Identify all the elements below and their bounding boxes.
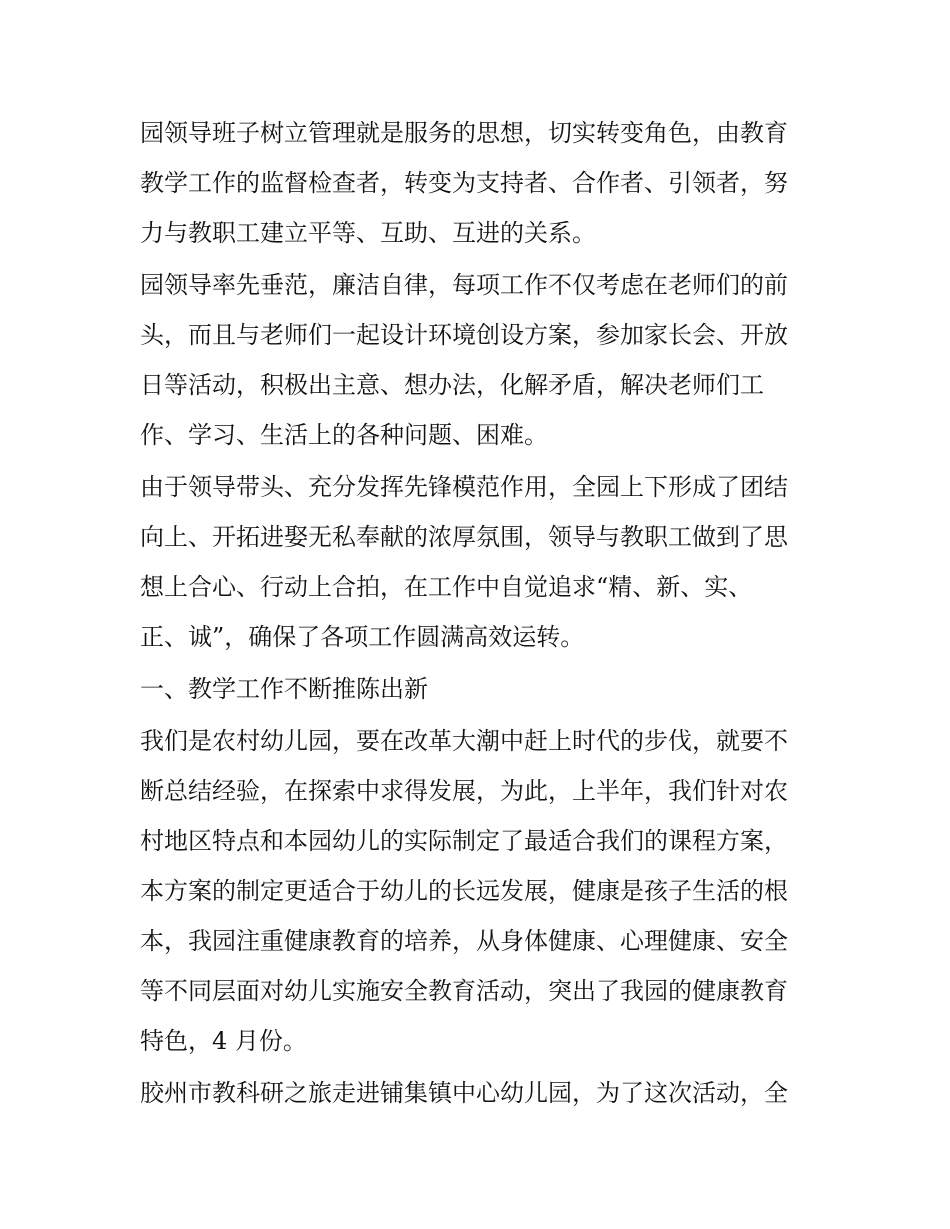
text-line: 本，我园注重健康教育的培养，从身体健康、心理健康、安全	[140, 927, 788, 955]
paragraph	[140, 462, 820, 662]
heading-text: 一、教学工作不断推陈出新	[140, 675, 428, 703]
text-line: 等不同层面对幼儿实施安全教育活动，突出了我园的健康教育	[140, 977, 788, 1005]
text-line: 日等活动，积极出主意、想办法，化解矛盾，解决老师们工	[140, 371, 764, 399]
paragraph	[140, 108, 820, 258]
text-line: 向上、开拓进娶无私奉献的浓厚氛围，领导与教职工做到了思	[140, 523, 788, 551]
text-line: 正、诚”，确保了各项工作圆满高效运转。	[140, 623, 585, 651]
paragraph	[140, 1068, 820, 1118]
text-line: 想上合心、行动上合拍，在工作中自觉追求“精、新、实、	[140, 573, 753, 601]
text-line: 本方案的制定更适合于幼儿的长远发展，健康是孩子生活的根	[140, 877, 788, 905]
paragraph	[140, 260, 820, 460]
text-line: 我们是农村幼儿园，要在改革大潮中赶上时代的步伐，就要不	[140, 727, 788, 755]
text-line: 由于领导带头、充分发挥先锋模范作用，全园上下形成了团结	[140, 473, 788, 501]
text-line: 头，而且与老师们一起设计环境创设方案，参加家长会、开放	[140, 321, 788, 349]
text-line: 胶州市教科研之旅走进铺集镇中心幼儿园，为了这次活动，全	[140, 1079, 788, 1107]
document-body	[140, 108, 820, 1118]
text-line: 园领导班子树立管理就是服务的思想，切实转变角色，由教育	[140, 119, 788, 147]
text-line: 力与教职工建立平等、互助、互进的关系。	[140, 219, 596, 247]
text-line: 教学工作的监督检查者，转变为支持者、合作者、引领者，努	[140, 169, 788, 197]
text-line: 断总结经验，在探索中求得发展，为此，上半年，我们针对农	[140, 777, 788, 805]
text-line: 村地区特点和本园幼儿的实际制定了最适合我们的课程方案，	[140, 827, 788, 855]
text-line: 作、学习、生活上的各种问题、困难。	[140, 421, 548, 449]
text-line: 园领导率先垂范，廉洁自律，每项工作不仅考虑在老师们的前	[140, 271, 788, 299]
text-line: 特色，4 月份。	[140, 1027, 307, 1055]
section-heading	[140, 664, 820, 714]
paragraph	[140, 716, 820, 1066]
